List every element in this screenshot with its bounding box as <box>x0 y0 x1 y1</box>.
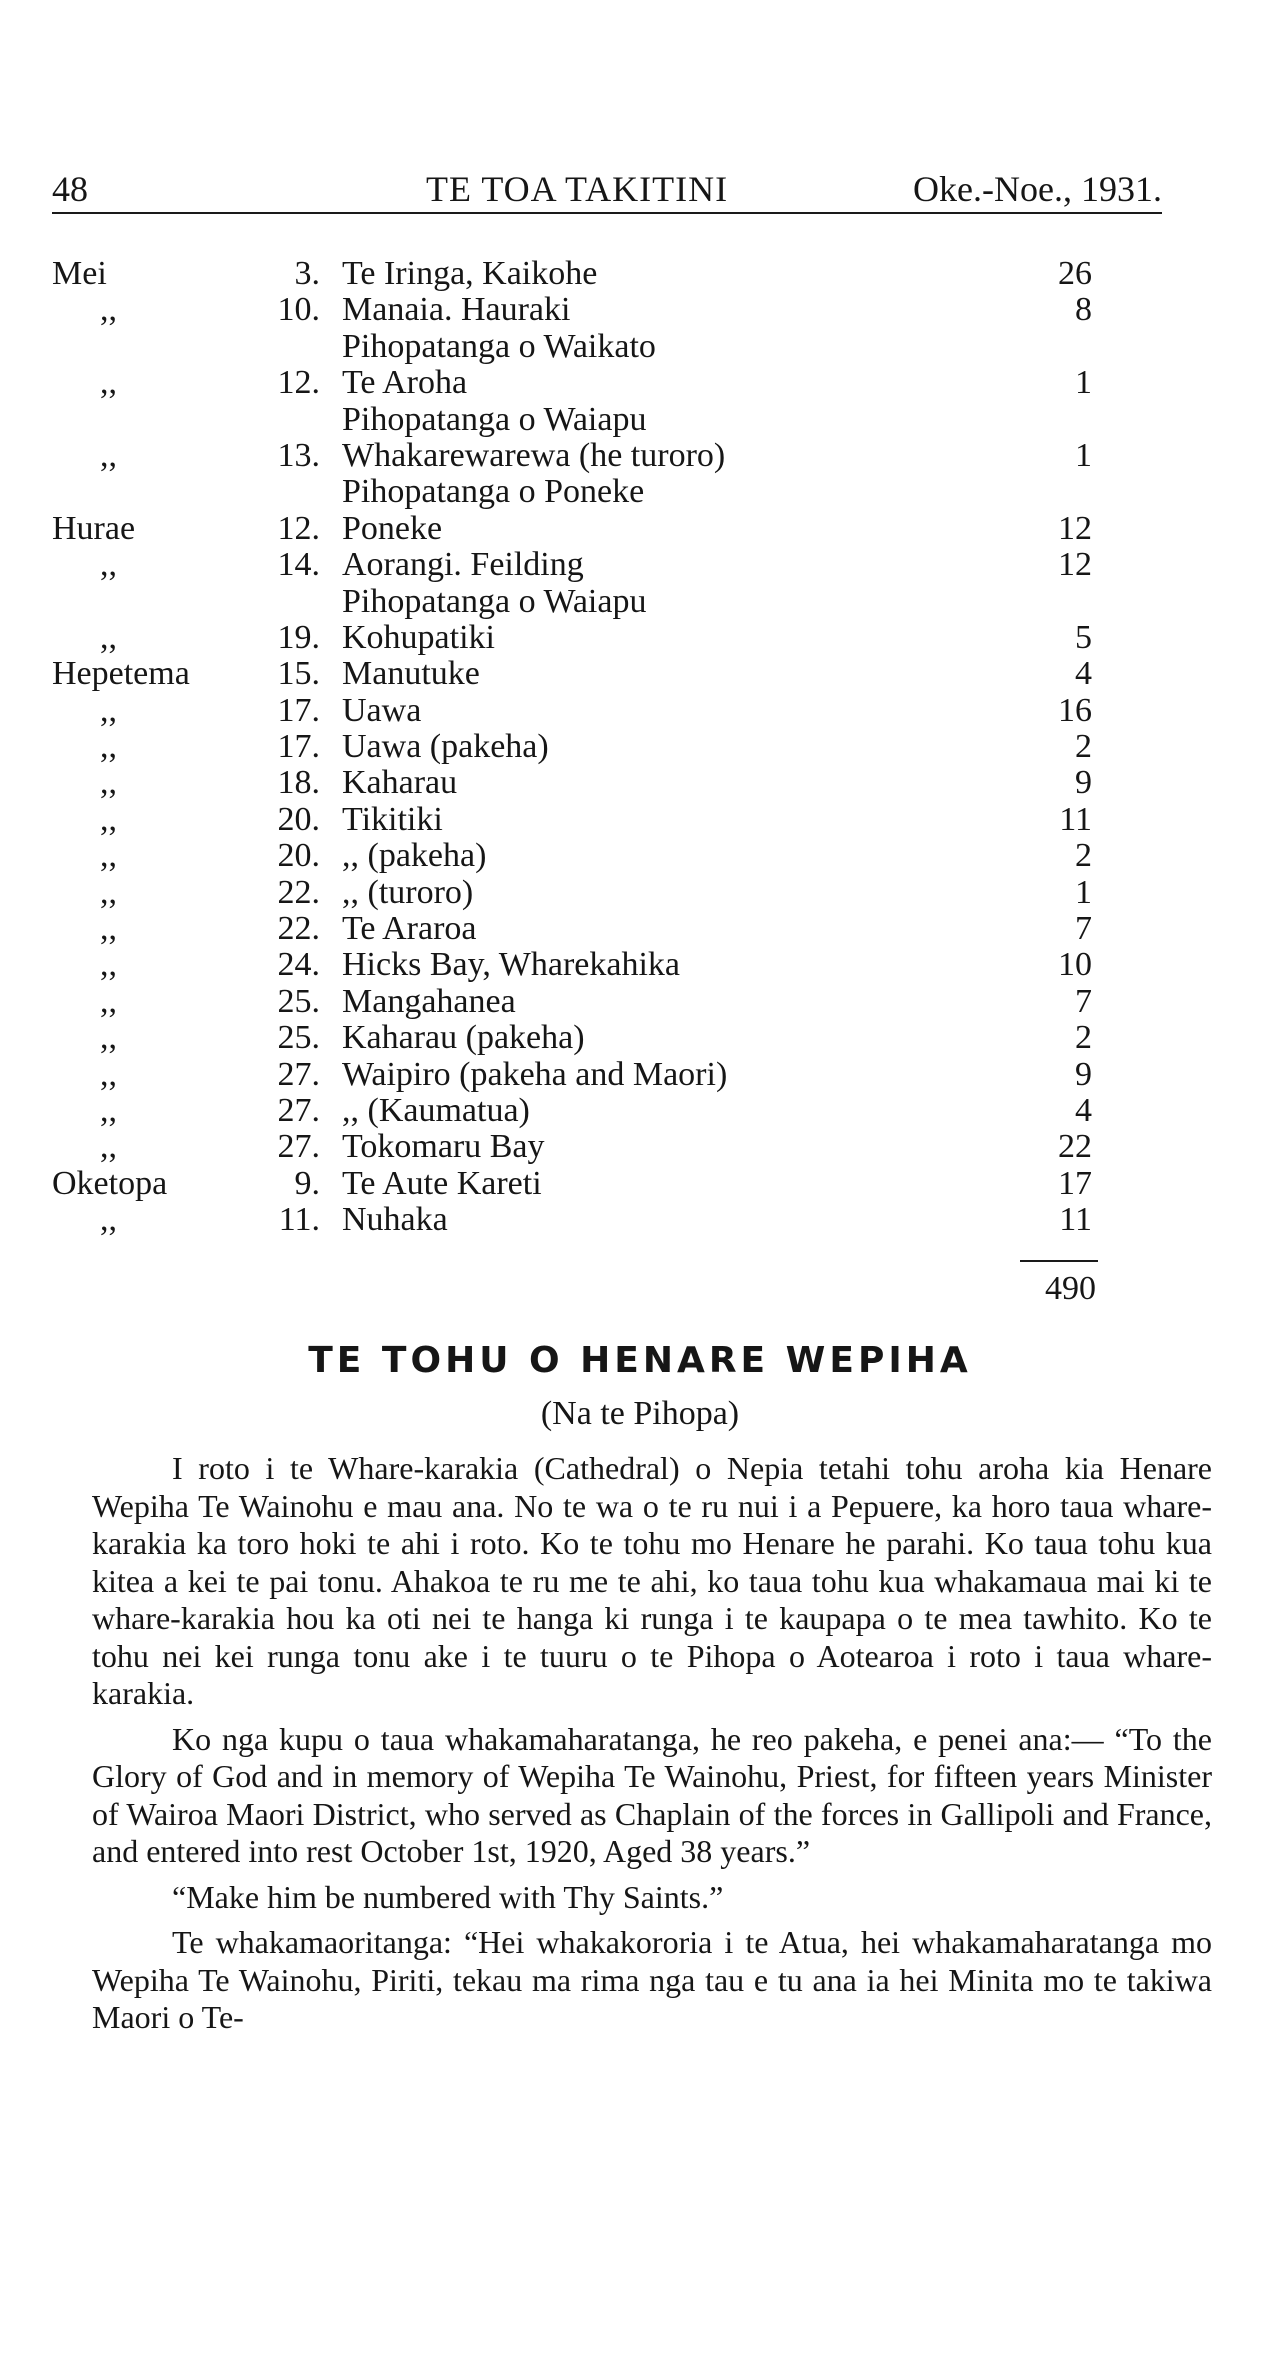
row-count: 11 <box>1059 800 1092 838</box>
row-count: 17 <box>1058 1164 1092 1202</box>
row-place: ,, (turoro) <box>342 873 474 911</box>
row-place: Pihopatanga o Waiapu <box>342 400 647 438</box>
row-place: Te Aroha <box>342 364 468 402</box>
list-row <box>0 1020 1280 1056</box>
list-row <box>0 765 1280 801</box>
row-count: 8 <box>1075 291 1092 329</box>
row-day: 14. <box>277 546 320 584</box>
row-place: Nuhaka <box>342 1201 448 1239</box>
list-row <box>0 1093 1280 1129</box>
row-month: Oketopa <box>52 1164 168 1202</box>
row-day: 9. <box>294 1164 320 1202</box>
row-month: Mei <box>52 255 107 292</box>
list-row <box>0 292 1280 328</box>
header-rule <box>52 212 1162 214</box>
row-month: ,, <box>100 800 117 838</box>
row-place: ,, (pakeha) <box>342 837 487 875</box>
article-title: TE TOHU O HENARE WEPIHA <box>308 1340 972 1381</box>
row-count: 16 <box>1058 691 1092 729</box>
row-day: 12. <box>277 364 320 402</box>
list-row <box>0 656 1280 692</box>
row-month: ,, <box>100 837 117 875</box>
row-count: 12 <box>1058 546 1092 584</box>
row-count: 4 <box>1075 1091 1092 1129</box>
paragraph: Te whakamaoritanga: “Hei whakakororia i te Atua, hei whakamaharatanga mo Wepiha Te Wainohu, Piriti, tekau ma rima nga tau e tu ana ia hei Minita mo te takiwa Maori o Te- <box>92 1924 1212 2035</box>
list-row <box>0 620 1280 656</box>
list-row <box>0 802 1280 838</box>
row-day: 13. <box>277 436 320 474</box>
row-month: ,, <box>100 1091 117 1129</box>
row-place: Kaharau (pakeha) <box>342 1019 585 1057</box>
row-place: Pihopatanga o Poneke <box>342 473 645 511</box>
row-month: ,, <box>100 436 117 474</box>
row-day: 18. <box>277 764 320 802</box>
row-day: 3. <box>294 255 320 292</box>
row-place: Mangahanea <box>342 982 516 1020</box>
row-month: ,, <box>100 1055 117 1093</box>
row-count: 1 <box>1075 436 1092 474</box>
row-count: 9 <box>1075 1055 1092 1093</box>
row-place: Pihopatanga o Waiapu <box>342 582 647 620</box>
row-day: 27. <box>277 1128 320 1166</box>
row-day: 17. <box>277 728 320 766</box>
row-count: 2 <box>1075 837 1092 875</box>
row-day: 27. <box>277 1091 320 1129</box>
row-month: ,, <box>100 1128 117 1166</box>
article-subtitle: (Na te Pihopa) <box>540 1395 740 1432</box>
row-month: Hurae <box>52 509 136 547</box>
list-row <box>0 729 1280 765</box>
row-day: 17. <box>277 691 320 729</box>
row-place: Kohupatiki <box>342 618 495 656</box>
row-count: 1 <box>1075 873 1092 911</box>
list-row <box>0 693 1280 729</box>
row-month: ,, <box>100 946 117 984</box>
row-day: 25. <box>277 1019 320 1057</box>
list-row <box>0 1129 1280 1165</box>
row-month: ,, <box>100 982 117 1020</box>
row-day: 11. <box>278 1201 320 1239</box>
list-row <box>0 438 1280 474</box>
list-row <box>0 1166 1280 1202</box>
confirmation-list <box>0 256 1280 1239</box>
paragraph: Ko nga kupu o taua whakamaharatanga, he reo pakeha, e penei ana:— “To the Glory of God and in memory of Wepiha Te Wainohu, Priest, for fifteen years Minister of Wairoa Maori District, who served as Chaplain of the forces in Gallipoli and France, and entered into rest October 1st, 1920, Aged 38 years.” <box>92 1720 1212 1869</box>
list-row <box>0 365 1280 401</box>
list-row <box>0 256 1280 292</box>
row-count: 12 <box>1058 509 1092 547</box>
row-count: 7 <box>1075 982 1092 1020</box>
row-place: ,, (Kaumatua) <box>342 1091 530 1129</box>
row-month: ,, <box>100 728 117 766</box>
row-day: 12. <box>277 509 320 547</box>
row-place: Tikitiki <box>342 800 443 838</box>
row-count: 7 <box>1075 910 1092 948</box>
article-body <box>92 1450 1212 2045</box>
row-place: Te Araroa <box>342 910 477 948</box>
row-month: ,, <box>100 691 117 729</box>
list-row <box>0 911 1280 947</box>
list-row <box>0 1202 1280 1238</box>
row-month: ,, <box>100 546 117 584</box>
row-count: 22 <box>1058 1128 1092 1166</box>
row-day: 27. <box>277 1055 320 1093</box>
row-month: ,, <box>100 910 117 948</box>
list-row <box>0 511 1280 547</box>
row-day: 10. <box>277 291 320 329</box>
page-number: 48 <box>52 169 88 209</box>
list-row <box>0 584 1280 620</box>
publication-title: TE TOA TAKITINI <box>426 169 729 209</box>
row-month: ,, <box>100 1019 117 1057</box>
list-row <box>0 402 1280 438</box>
row-place: Te Aute Kareti <box>342 1164 542 1202</box>
total-count: 490 <box>1045 1270 1096 1307</box>
row-month: ,, <box>100 873 117 911</box>
row-count: 4 <box>1075 655 1092 693</box>
row-month: ,, <box>100 291 117 329</box>
row-month: ,, <box>100 1201 117 1239</box>
row-day: 20. <box>277 800 320 838</box>
row-month: ,, <box>100 364 117 402</box>
row-place: Waipiro (pakeha and Maori) <box>342 1055 728 1093</box>
row-day: 24. <box>277 946 320 984</box>
row-count: 26 <box>1058 255 1092 292</box>
row-place: Manutuke <box>342 655 480 693</box>
list-row <box>0 947 1280 983</box>
row-month: ,, <box>100 764 117 802</box>
row-count: 2 <box>1075 728 1092 766</box>
row-place: Te Iringa, Kaikohe <box>342 255 598 292</box>
row-day: 19. <box>277 618 320 656</box>
row-place: Aorangi. Feilding <box>342 546 584 584</box>
row-day: 22. <box>277 873 320 911</box>
row-count: 9 <box>1075 764 1092 802</box>
row-place: Pihopatanga o Waikato <box>342 327 656 365</box>
page-header <box>52 168 1162 218</box>
list-row <box>0 984 1280 1020</box>
row-day: 15. <box>277 655 320 693</box>
row-place: Whakarewarewa (he turoro) <box>342 436 726 474</box>
list-row <box>0 1057 1280 1093</box>
paragraph: “Make him be numbered with Thy Saints.” <box>172 1878 724 1915</box>
row-month: Hepetema <box>52 655 190 693</box>
row-count: 10 <box>1058 946 1092 984</box>
paragraph: I roto i te Whare-karakia (Cathedral) o Nepia tetahi tohu aroha kia Henare Wepiha Te Wainohu e mau ana. No te wa o te ru nui i a Pepuere, ka horo taua whare-karakia ka toro hoki te ahi i roto. Ko te tohu mo Henare he parahi. Ko taua tohu kua kitea a kei te pai tonu. Ahakoa te ru me te ahi, ko taua tohu kua whakamaua mai ki te whare-karakia hou ka oti nei te hanga ki runga i te kaupapa o te mea tawhito. Ko te tohu nei kei runga tonu ake i te tuuru o te Pihopa o Aotearoa i roto i taua whare-karakia. <box>92 1450 1212 1711</box>
row-count: 11 <box>1059 1201 1092 1239</box>
row-count: 5 <box>1075 618 1092 656</box>
list-row <box>0 329 1280 365</box>
row-day: 25. <box>277 982 320 1020</box>
row-place: Hicks Bay, Wharekahika <box>342 946 680 984</box>
list-row <box>0 547 1280 583</box>
row-place: Manaia. Hauraki <box>342 291 571 329</box>
issue-date: Oke.-Noe., 1931. <box>913 169 1162 209</box>
row-place: Uawa (pakeha) <box>342 728 549 766</box>
row-place: Poneke <box>342 509 443 547</box>
row-count: 1 <box>1075 364 1092 402</box>
row-place: Tokomaru Bay <box>342 1128 545 1166</box>
row-day: 22. <box>277 910 320 948</box>
total-rule <box>1020 1260 1098 1262</box>
row-place: Kaharau <box>342 764 458 802</box>
list-row <box>0 875 1280 911</box>
row-count: 2 <box>1075 1019 1092 1057</box>
list-row <box>0 838 1280 874</box>
row-place: Uawa <box>342 691 422 729</box>
row-day: 20. <box>277 837 320 875</box>
row-month: ,, <box>100 618 117 656</box>
list-row <box>0 474 1280 510</box>
